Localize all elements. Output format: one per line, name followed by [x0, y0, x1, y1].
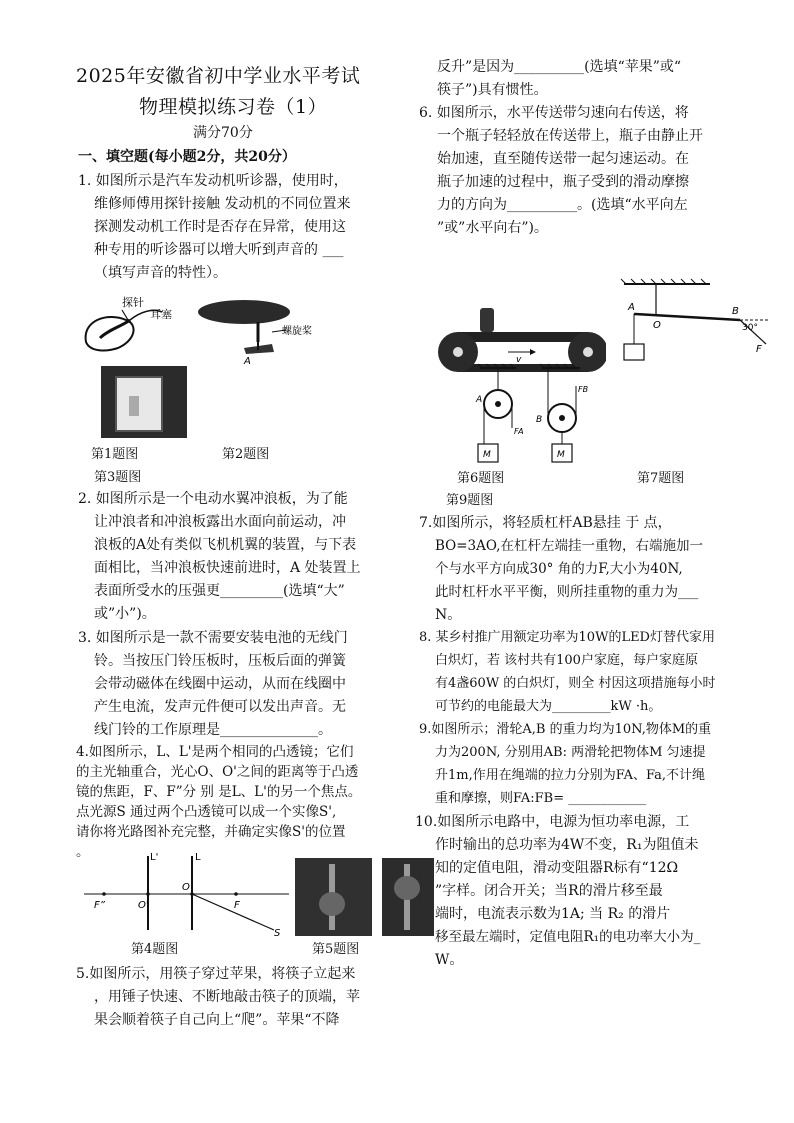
point-a-label: A: [244, 356, 251, 367]
lever-figure: [620, 278, 770, 368]
q7-line: 个与水平方向成30° 角的力F,大小为40N,: [435, 561, 683, 577]
focus-f-label: F: [234, 900, 240, 911]
lens-l-label: L: [195, 852, 201, 863]
lever-point-o: O: [653, 320, 661, 331]
q2-line: 面相比，当冲浪板快速前进时，A 处装置上: [94, 560, 361, 576]
q7-line: N。: [435, 607, 462, 623]
q2-line: 让冲浪者和冲浪板露出水面向前运动，冲: [94, 514, 346, 530]
focus-f-double-label: F”: [94, 900, 105, 911]
q6-line: ”或”水平向右”)。: [437, 220, 548, 236]
caption-fig6: 第6题图: [457, 471, 505, 486]
q10-line: 10.如图所示电路中，电源为恒功率电源，工: [415, 814, 690, 830]
apple-chopstick-photo-right: [382, 858, 434, 936]
q5-cont-line: 反升”是因为__________(选填“苹果”或“: [437, 59, 682, 75]
earpiece-label: 耳塞: [150, 308, 172, 321]
lever-force-f: F: [756, 344, 762, 355]
q4-line: 镜的焦距，F、F”分 别 是L、L'的另一个焦点。: [76, 784, 362, 800]
q7-line: 7.如图所示，将轻质杠杆AB悬挂 于 点，: [419, 515, 672, 531]
section-heading: 一、填空题(每小题2分，共20分）: [78, 149, 296, 165]
q8-line: 可节约的电能最大为_________kW ·h。: [435, 699, 662, 714]
q1-line: 种专用的听诊器可以增大听到声音的 ___: [94, 242, 344, 258]
pulley-a-label: A: [476, 395, 483, 405]
q1-line: （填写声音的特性）。: [94, 265, 227, 281]
exam-title: 2025年安徽省初中学业水平考试: [76, 65, 361, 87]
q10-line: W。: [435, 952, 464, 968]
mass-m1-label: M: [483, 450, 491, 460]
exam-subtitle: 物理模拟练习卷（1）: [139, 96, 328, 118]
belt-velocity-label: v: [516, 355, 522, 365]
hydrofoil-surfboard-figure: [196, 294, 316, 368]
lens-diagram: [84, 848, 294, 938]
q4-line: 4.如图所示，L、L'是两个相同的凸透镜；它们: [76, 744, 354, 760]
caption-fig3: 第3题图: [94, 470, 142, 485]
q5-line: 果会顺着筷子自己向上“爬”。苹果“不降: [94, 1012, 340, 1028]
force-fa-label: FA: [514, 427, 524, 436]
q3-line: 铃。当按压门铃压板时，压板后面的弹簧: [94, 653, 346, 669]
q9-line: 9.如图所示；滑轮A,B 的重力均为10N,物体M的重: [419, 722, 712, 737]
q9-line: 重和摩擦，则FA:FB= ____________: [435, 791, 647, 806]
q6-line: 瓶子加速的过程中，瓶子受到的滑动摩擦: [437, 174, 689, 190]
caption-fig9: 第9题图: [446, 493, 494, 508]
q2-line: 浪板的A处有类似飞机机翼的装置，与下表: [94, 537, 357, 553]
source-s-label: S: [274, 928, 281, 938]
pulley-b-label: B: [536, 415, 543, 425]
lens-l-prime-label: L': [150, 852, 159, 863]
q4-line: 请你将光路图补充完整，并确定实像S'的位置: [76, 824, 346, 840]
q1-line: 1. 如图所示是汽车发动机听诊器，使用时，: [78, 173, 348, 189]
q4-line: 的主光轴重合，光心O、O'之间的距离等于凸透: [76, 764, 359, 780]
q8-line: 8. 某乡村推广用额定功率为10W的LED灯替代家用: [419, 630, 715, 645]
q3-line: 线门铃的工作原理是______________。: [94, 722, 332, 738]
q9-line: 升1m,作用在绳端的拉力分别为FA、Fa,不计绳: [435, 768, 706, 783]
apple-chopstick-photo: [295, 858, 372, 936]
q4-line: 。: [76, 844, 90, 860]
doorbell-photo: [101, 366, 187, 438]
q5-line: ，用锤子快速、不断地敲击筷子的顶端，苹: [94, 989, 360, 1005]
mass-m2-label: M: [557, 450, 565, 460]
caption-fig1: 第1题图: [91, 447, 139, 462]
lever-point-a: A: [628, 302, 635, 313]
center-o-prime-label: O': [138, 900, 149, 911]
q2-line: 2. 如图所示是一个电动水翼冲浪板，为了能: [78, 491, 348, 507]
center-o-label: O: [182, 882, 190, 893]
q3-line: 3. 如图所示是一款不需要安装电池的无线门: [78, 630, 348, 646]
full-score: 满分70分: [193, 125, 253, 141]
q10-line: 端时，电流表示数为1A; 当 R₂ 的滑片: [435, 906, 671, 922]
caption-fig2: 第2题图: [222, 447, 270, 462]
q6-line: 始加速，直至随传送带一起匀速运动。在: [437, 151, 689, 167]
q10-line: 知的定值电阻，滑动变阻器R标有“12Ω: [435, 860, 679, 876]
q8-line: 白炽灯，若 该村共有100户家庭，每户家庭原: [435, 653, 698, 668]
caption-fig7: 第7题图: [637, 471, 685, 486]
q6-line: 一个瓶子轻轻放在传送带上，瓶子由静止开: [437, 128, 703, 144]
q10-line: 移至最左端时，定值电阻R₁的电功率大小为_: [435, 929, 701, 945]
caption-fig5: 第5题图: [312, 942, 360, 957]
propeller-label: 螺旋桨: [282, 326, 312, 337]
q8-line: 有4盏60W 的白炽灯，则全 村因这项措施每小时: [435, 676, 716, 691]
lever-angle: 30°: [742, 323, 758, 333]
q5-cont-line: 筷子”)具有惯性。: [437, 82, 548, 98]
q1-line: 探测发动机工作时是否存在异常，使用这: [94, 219, 346, 235]
q9-line: 力为200N, 分别用AB: 两滑轮把物体M 匀速提: [435, 745, 706, 760]
q2-line: 或”小”)。: [94, 606, 156, 622]
q4-line: 点光源S 通过两个凸透镜可以成一个实像S',: [76, 804, 337, 820]
q10-line: 作时输出的总功率为4W不变，R₁为阻值未: [435, 837, 699, 853]
q5-line: 5.如图所示，用筷子穿过苹果，将筷子立起来: [76, 966, 356, 982]
q7-line: BO=3AO,在杠杆左端挂一重物，右端施加一: [435, 538, 703, 554]
q3-line: 产生电流，发声元件便可以发出声音。无: [94, 699, 346, 715]
caption-fig4: 第4题图: [131, 942, 179, 957]
q1-line: 维修师傅用探针接触 发动机的不同位置来: [94, 196, 351, 212]
pulley-figure: [470, 362, 610, 470]
lever-point-b: B: [732, 306, 739, 317]
q7-line: 此时杠杆水平平衡，则所挂重物的重力为___: [435, 584, 699, 600]
q6-line: 6. 如图所示，水平传送带匀速向右传送，将: [419, 105, 689, 121]
probe-label: 探针: [122, 296, 144, 309]
force-fb-label: FB: [578, 385, 589, 394]
q3-line: 会带动磁体在线圈中运动，从而在线圈中: [94, 676, 346, 692]
q6-line: 力的方向为__________。(选填“水平向左: [437, 197, 688, 213]
q10-line: ”字样。闭合开关；当R的滑片移至最: [435, 883, 663, 899]
q2-line: 表面所受水的压强更_________(选填“大”: [94, 583, 345, 599]
